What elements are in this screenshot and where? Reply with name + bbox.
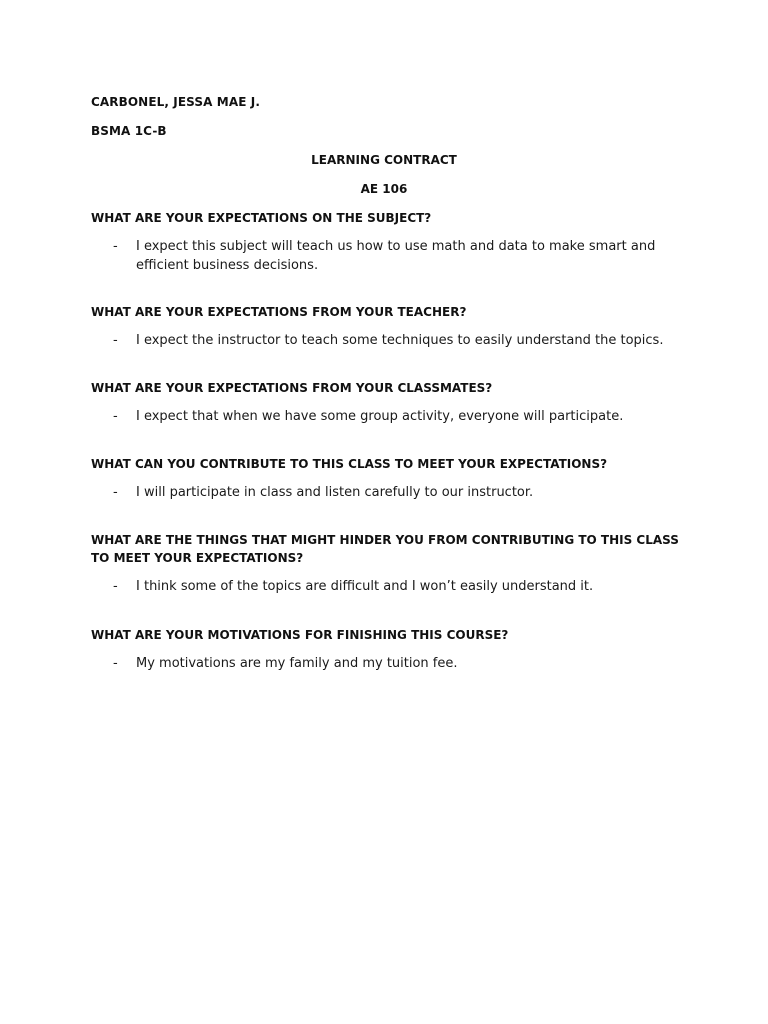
answer-text: I expect the instructor to teach some techniques to easily understand the topics. <box>136 333 664 348</box>
bullet-dash: - <box>113 239 118 254</box>
answer-item <box>91 407 691 426</box>
question-block <box>91 626 691 673</box>
bullet-dash: - <box>113 656 118 671</box>
question-text: WHAT ARE YOUR MOTIVATIONS FOR FINISHING THIS COURSE? <box>91 628 509 642</box>
answer-text: I will participate in class and listen carefully to our instructor. <box>136 485 534 500</box>
question-block <box>91 303 691 350</box>
question-text: WHAT ARE YOUR EXPECTATIONS ON THE SUBJECT? <box>91 211 432 225</box>
answer-item <box>91 654 691 673</box>
question-block <box>91 379 691 426</box>
bullet-dash: - <box>113 333 118 348</box>
answer-item <box>91 331 691 350</box>
answer-text: I expect that when we have some group activity, everyone will participate. <box>136 409 624 424</box>
question-block <box>91 455 691 502</box>
answer-item <box>91 483 691 502</box>
question-text: WHAT ARE YOUR EXPECTATIONS FROM YOUR TEACHER? <box>91 305 467 319</box>
student-name: CARBONEL, JESSA MAE J. <box>91 95 261 109</box>
answer-item <box>91 577 691 596</box>
course-code: AE 106 <box>360 182 408 196</box>
question-text: WHAT CAN YOU CONTRIBUTE TO THIS CLASS TO MEET YOUR EXPECTATIONS? <box>91 457 608 471</box>
answer-text: I expect this subject will teach us how to use math and data to make smart and efficient business decisions. <box>136 239 656 273</box>
question-block <box>91 531 691 596</box>
student-section: BSMA 1C-B <box>91 124 167 138</box>
question-text: WHAT ARE THE THINGS THAT MIGHT HINDER YOU FROM CONTRIBUTING TO THIS CLASS TO MEET YOUR EXPECTATIONS? <box>91 533 679 565</box>
bullet-dash: - <box>113 485 118 500</box>
bullet-dash: - <box>113 579 118 594</box>
document-title: LEARNING CONTRACT <box>311 153 457 167</box>
answer-item <box>91 237 691 275</box>
bullet-dash: - <box>113 409 118 424</box>
answer-text: I think some of the topics are difficult and I won’t easily understand it. <box>136 579 594 594</box>
question-block <box>91 209 691 275</box>
question-text: WHAT ARE YOUR EXPECTATIONS FROM YOUR CLASSMATES? <box>91 381 493 395</box>
answer-text: My motivations are my family and my tuition fee. <box>136 656 458 671</box>
